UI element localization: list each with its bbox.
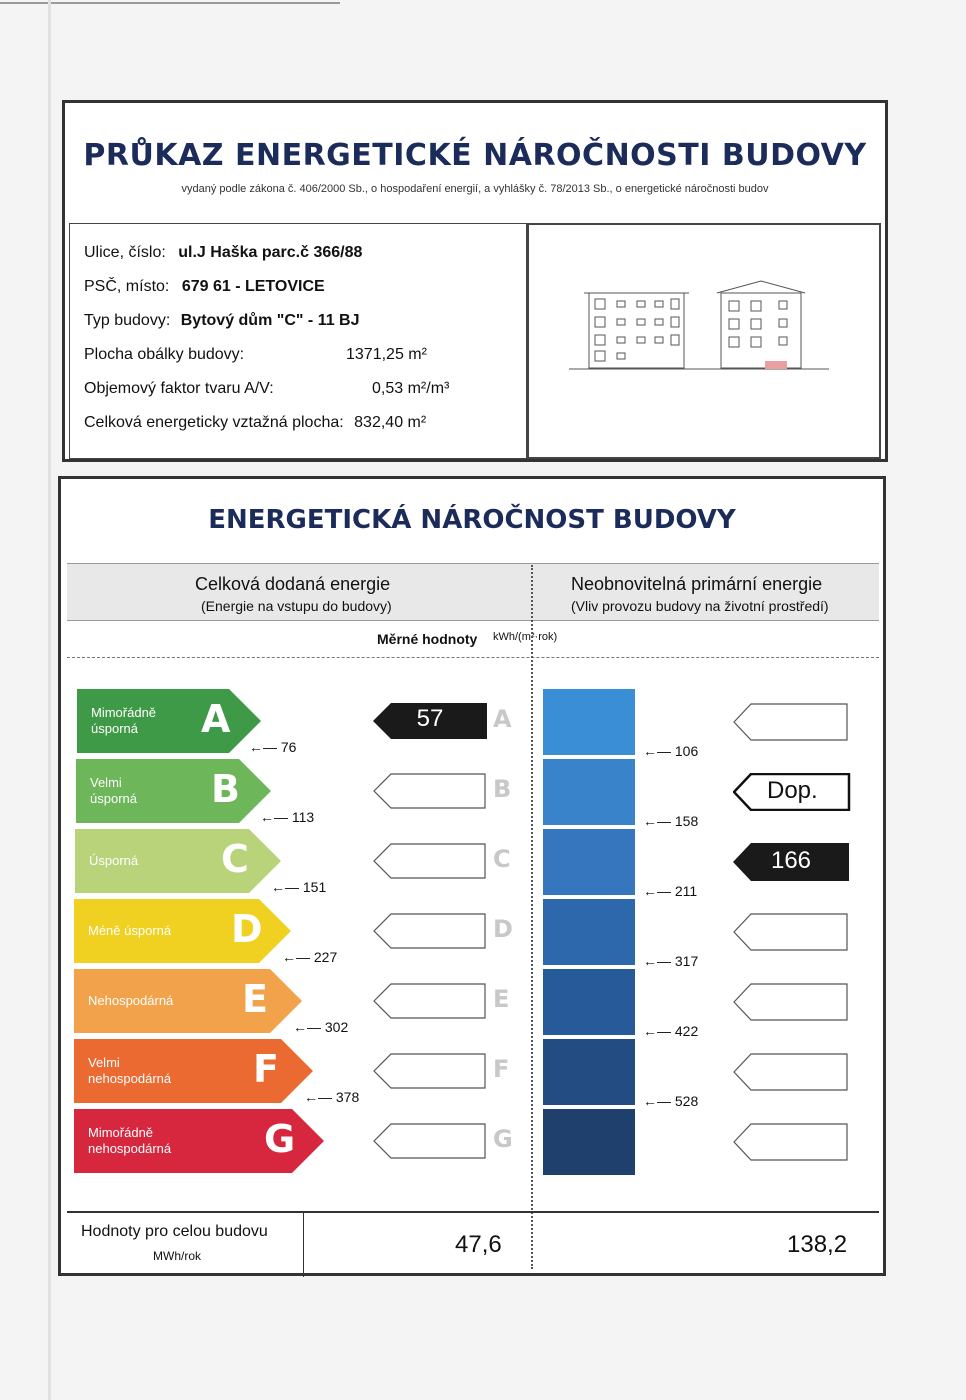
area-value: 832,40 m² [354, 414, 427, 431]
primary-threshold: ←— 211 [643, 883, 698, 899]
empty-slot-outline [374, 1054, 485, 1088]
class-arrow-d [74, 899, 293, 963]
envelope-value: 1371,25 m² [346, 346, 427, 363]
empty-slot-shape [733, 1123, 849, 1161]
totals-row [67, 1211, 879, 1279]
class-name: Nehospodárná [88, 993, 174, 1008]
header-divider [67, 657, 879, 658]
class-letter: C [221, 837, 249, 881]
class-name: Úsporná [89, 853, 139, 868]
certificate-subtitle: vydaný podle zákona č. 406/2000 Sb., o hospodaření energií, a vyhlášky č. 78/2013 Sb., o energetické náročnosti budov [181, 183, 769, 195]
primary-scale-block [543, 899, 635, 965]
primary-threshold: ←— 422 [643, 1023, 699, 1039]
delivered-threshold: ←— 302 [293, 1019, 349, 1035]
delivered-threshold: ←— 378 [304, 1089, 360, 1105]
street-label: Ulice, číslo: [84, 244, 166, 261]
delivered-empty-slot [373, 773, 487, 814]
class-letter: G [264, 1117, 296, 1161]
shape-value: 0,53 m²/m³ [372, 380, 450, 397]
shape-label: Objemový faktor tvaru A/V: [84, 380, 274, 397]
empty-slot-outline [734, 984, 847, 1020]
class-name: Velmi nehospodárná [88, 1055, 172, 1086]
class-name: Méně úsporná [88, 923, 172, 938]
empty-slot-shape [733, 983, 849, 1021]
primary-energy-subheading: (Vliv provozu budovy na životní prostředí) [571, 598, 829, 614]
delivered-energy-heading: Celková dodaná energie [195, 574, 391, 594]
units-value: kWh/(m²·rok) [493, 631, 558, 643]
primary-energy-value-box [733, 843, 849, 881]
class-arrow-c [75, 829, 283, 893]
primary-scale-block [543, 759, 635, 825]
primary-scale-block [543, 1109, 635, 1175]
rating-title: ENERGETICKÁ NÁROČNOST BUDOVY [208, 505, 736, 535]
total-primary-value: 138,2 [787, 1231, 848, 1258]
zip-value: 679 61 - LETOVICE [181, 278, 325, 295]
class-arrow-b [76, 759, 273, 823]
envelope-label: Plocha obálky budovy: [84, 346, 245, 363]
column-divider [531, 565, 533, 1269]
empty-slot-shape [733, 1053, 849, 1091]
delivered-threshold: ←— 76 [249, 739, 297, 755]
empty-slot-shape [373, 913, 487, 949]
empty-slot-shape [373, 773, 487, 809]
delivered-empty-slot [373, 983, 487, 1024]
area-label: Celková energeticky vztažná plocha: [84, 414, 344, 431]
class-name: Mimořádně úsporná [91, 705, 157, 736]
primary-threshold: ←— 317 [643, 953, 699, 969]
class-letter: B [211, 767, 240, 811]
class-arrow-f [74, 1039, 315, 1103]
page-edge [48, 0, 51, 1400]
empty-slot-shape [733, 913, 849, 951]
primary-energy-value: 166 [770, 847, 812, 874]
primary-threshold: ←— 528 [643, 1093, 699, 1109]
empty-slot-outline [374, 984, 485, 1018]
primary-empty-slot [733, 1123, 849, 1166]
delivered-empty-slot [373, 843, 487, 884]
empty-slot-shape [373, 983, 487, 1019]
class-arrow-g [74, 1109, 326, 1173]
primary-empty-slot [733, 703, 849, 746]
building-info-box [69, 223, 527, 459]
primary-scale-block [543, 1039, 635, 1105]
class-letter: E [242, 977, 268, 1021]
empty-slot-outline [734, 914, 847, 950]
primary-scale-block [543, 689, 635, 755]
class-name: Velmi úsporná [90, 775, 137, 806]
class-letter: D [231, 907, 263, 951]
primary-scale-block [543, 969, 635, 1035]
empty-slot-outline [734, 1124, 847, 1160]
energy-rating-frame [58, 476, 886, 1276]
primary-empty-slot [733, 983, 849, 1026]
certificate-title: PRŮKAZ ENERGETICKÉ NÁROČNOSTI BUDOVY [83, 138, 867, 173]
certificate-header-frame [62, 100, 888, 462]
primary-threshold: ←— 106 [643, 743, 699, 759]
delivered-threshold: ←— 113 [260, 809, 315, 825]
type-value: Bytový dům "C" - 11 BJ [180, 312, 360, 329]
class-name: Mimořádně nehospodárná [88, 1125, 172, 1156]
empty-slot-shape [733, 703, 849, 741]
delivered-class-letter: C [493, 845, 511, 873]
totals-label: Hodnoty pro celou budovu [81, 1223, 268, 1240]
class-letter: F [253, 1047, 279, 1091]
delivered-threshold: ←— 227 [282, 949, 338, 965]
total-delivered-value: 47,6 [455, 1231, 502, 1258]
requirement-label: Dop. [767, 777, 818, 804]
totals-unit: MWh/rok [153, 1249, 201, 1263]
empty-slot-outline [734, 1054, 847, 1090]
zip-label: PSČ, místo: [84, 278, 170, 295]
delivered-class-letter: F [493, 1055, 510, 1083]
primary-threshold: ←— 158 [643, 813, 699, 829]
units-label: Měrné hodnoty [377, 631, 478, 647]
street-row [84, 244, 362, 262]
delivered-energy-value-box [373, 703, 487, 739]
delivered-energy-value: 57 [416, 705, 444, 732]
delivered-empty-slot [373, 1053, 487, 1094]
delivered-class-letter: G [493, 1125, 513, 1153]
class-arrow-e [74, 969, 304, 1033]
empty-slot-outline [374, 1124, 485, 1158]
requirement-marker [733, 773, 851, 816]
delivered-class-letter: E [493, 985, 510, 1013]
rating-header-bar [67, 563, 879, 621]
scan-edge-line [0, 2, 340, 4]
delivered-class-letter: B [493, 775, 512, 803]
primary-empty-slot [733, 1053, 849, 1096]
delivered-class-letter: A [493, 705, 512, 733]
class-arrow-a [77, 689, 263, 753]
delivered-threshold: ←— 151 [271, 879, 327, 895]
totals-separator [303, 1213, 304, 1277]
type-row [84, 312, 360, 330]
primary-scale-block [543, 829, 635, 895]
building-elevation-image [527, 223, 881, 459]
empty-slot-shape [373, 1123, 487, 1159]
primary-energy-heading: Neobnovitelná primární energie [571, 574, 823, 594]
area-row [84, 414, 426, 432]
empty-slot-shape [373, 843, 487, 879]
type-label: Typ budovy: [84, 312, 171, 329]
street-value: ul.J Haška parc.č 366/88 [178, 244, 363, 261]
empty-slot-shape [373, 1053, 487, 1089]
empty-slot-outline [734, 704, 847, 740]
delivered-class-letter: D [493, 915, 513, 943]
empty-slot-outline [374, 844, 485, 878]
delivered-empty-slot [373, 913, 487, 954]
empty-slot-outline [374, 914, 485, 948]
building-drawing [529, 225, 879, 457]
delivered-empty-slot [373, 1123, 487, 1164]
class-letter: A [201, 697, 231, 741]
empty-slot-outline [374, 774, 485, 808]
primary-empty-slot [733, 913, 849, 956]
delivered-energy-subheading: (Energie na vstupu do budovy) [201, 598, 392, 614]
zip-row [84, 278, 325, 296]
